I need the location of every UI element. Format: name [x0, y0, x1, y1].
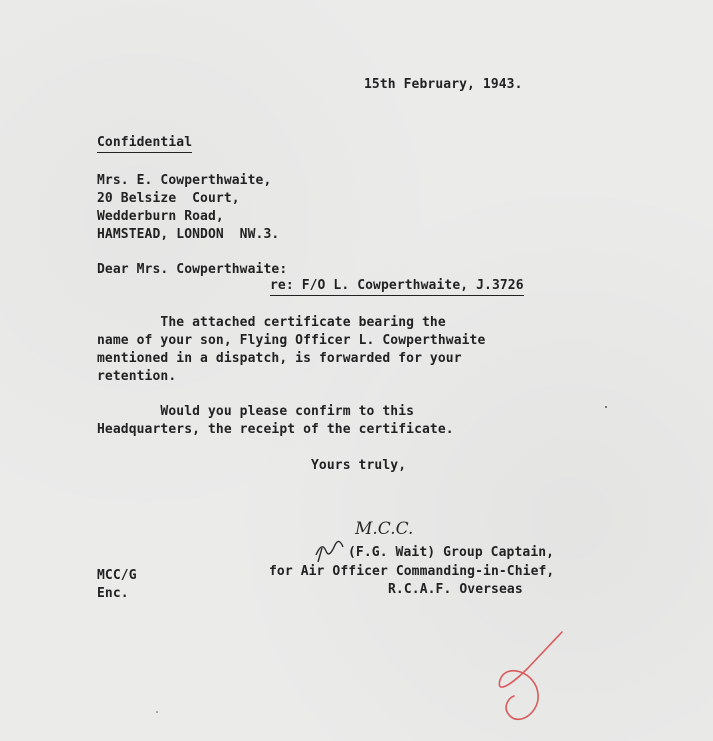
signature-line: for Air Officer Commanding-in-Chief,	[269, 564, 555, 579]
body-paragraph-2-line: Would you please confirm to this	[97, 404, 415, 419]
handwritten-initials: M.C.C.	[355, 519, 414, 539]
reference-line: re: F/O L. Cowperthwaite, J.3726	[270, 277, 524, 296]
confidential-heading: Confidential	[97, 134, 192, 153]
speck	[605, 406, 607, 408]
body-paragraph-1-line: name of your son, Flying Officer L. Cowperthwaite	[97, 333, 486, 348]
body-paragraph-2-line: Headquarters, the receipt of the certificate.	[97, 422, 454, 437]
recipient-address-line: Wedderburn Road,	[97, 209, 224, 224]
body-paragraph-1-line: retention.	[97, 369, 177, 384]
red-page-mark	[499, 632, 562, 719]
enclosure-note: Enc.	[97, 586, 129, 601]
handwritten-per-mark	[316, 541, 343, 562]
recipient-address-line: 20 Belsize Court,	[97, 191, 240, 206]
letter-date: 15th February, 1943.	[364, 77, 523, 92]
recipient-address-line: Mrs. E. Cowperthwaite,	[97, 173, 272, 188]
reference-code: MCC/G	[97, 568, 137, 583]
body-paragraph-1-line: The attached certificate bearing the	[97, 315, 446, 330]
signature-line: R.C.A.F. Overseas	[388, 582, 523, 597]
speck	[156, 711, 158, 713]
signature-line: (F.G. Wait) Group Captain,	[348, 545, 555, 560]
salutation: Dear Mrs. Cowperthwaite:	[97, 262, 288, 277]
body-paragraph-1-line: mentioned in a dispatch, is forwarded for your	[97, 351, 462, 366]
closing: Yours truly,	[311, 458, 407, 473]
recipient-address-line: HAMSTEAD, LONDON NW.3.	[97, 227, 280, 242]
